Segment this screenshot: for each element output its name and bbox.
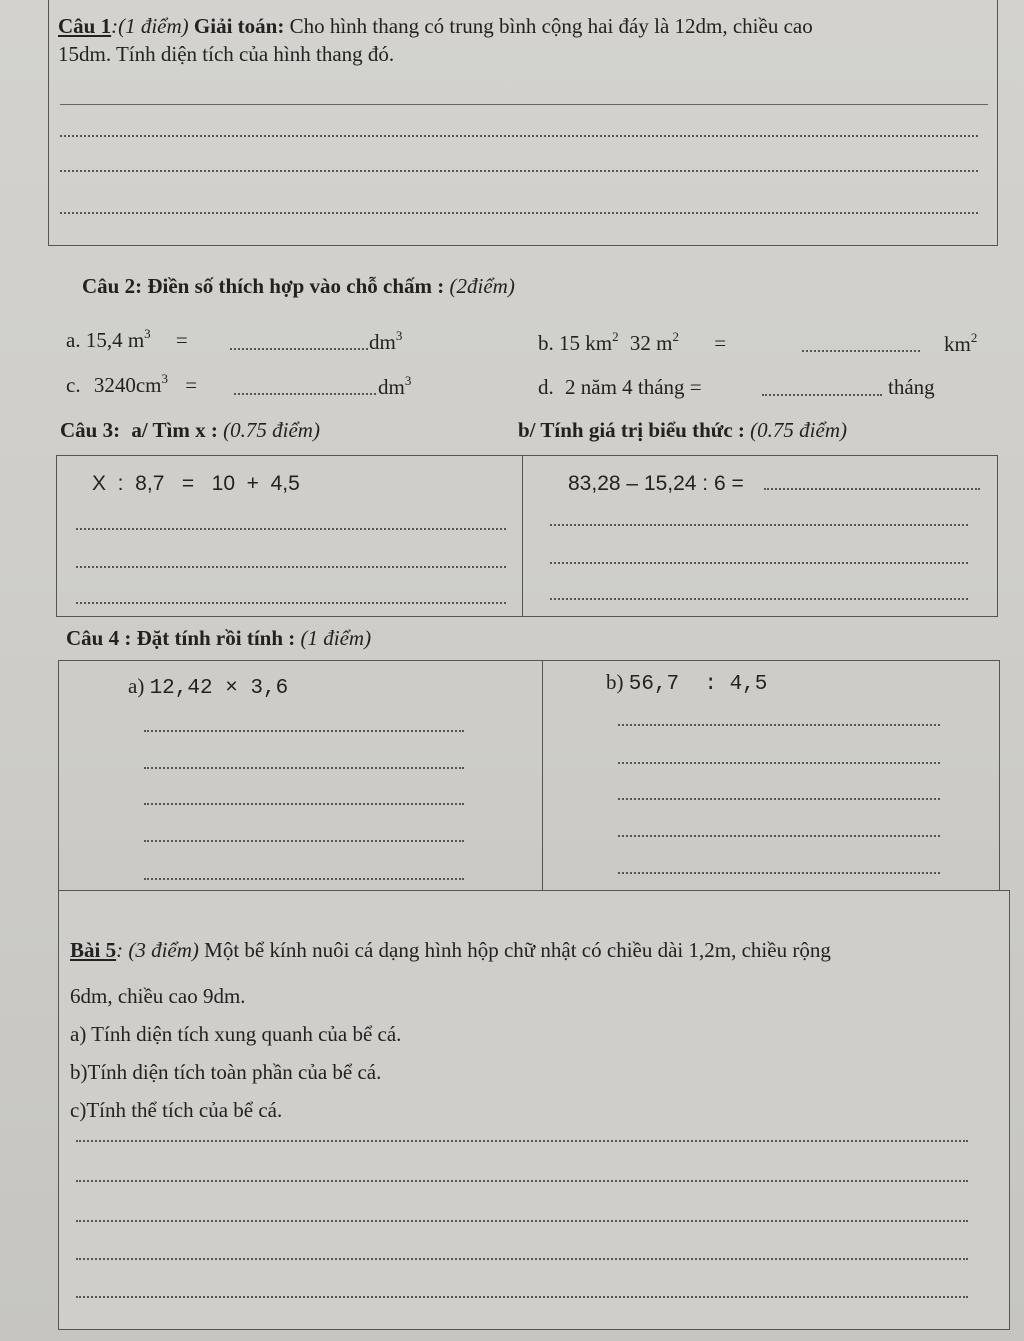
q5-text-line1: Một bể kính nuôi cá dạng hình hộp chữ nhật có chiều dài 1,2m, chiều rộng (204, 938, 831, 962)
q2-b-eq: = (714, 331, 727, 355)
q2-b-unit-exp: 2 (970, 330, 978, 345)
q2-d-unit: tháng (888, 375, 935, 399)
q4-b-work-line[interactable] (618, 762, 940, 764)
q5-text-line2: 6dm, chiều cao 9dm. (70, 984, 246, 1008)
q1-points: :(1 điểm) (111, 14, 189, 38)
q2-d-blank[interactable] (762, 394, 882, 396)
q2-item-a (66, 328, 188, 353)
q2-b-unit: km (944, 332, 971, 356)
q2-c-unit-exp: 3 (404, 373, 412, 388)
q5-answer-line[interactable] (76, 1220, 968, 1222)
q2-c-value: 3240cm (93, 373, 162, 397)
q4-b-work-line[interactable] (618, 835, 940, 837)
q2-b-value2: 32 m (629, 331, 673, 355)
q3-part-b: b/ Tính giá trị biểu thức : (518, 418, 745, 442)
q5-heading (70, 938, 831, 963)
q1-answer-line[interactable] (60, 170, 978, 172)
q2-b-exp1: 2 (612, 329, 619, 344)
q4-points: (1 điểm) (300, 626, 372, 650)
q2-points: (2điểm) (449, 274, 515, 298)
q4-heading (66, 626, 371, 651)
q2-a-eq: = (175, 328, 188, 352)
q5-points: : (3 điểm) (116, 938, 199, 962)
q2-a-label: a. (66, 328, 81, 352)
q2-b-unit-wrap (944, 332, 977, 357)
q5-answer-line[interactable] (76, 1140, 968, 1142)
q4-table-divider (542, 660, 543, 894)
q4-a-work-line[interactable] (144, 840, 464, 842)
q1-answer-line[interactable] (60, 212, 978, 214)
q2-c-exp: 3 (161, 371, 168, 386)
q2-a-exp: 3 (144, 326, 151, 341)
q2-title: Câu 2: Điền số thích hợp vào chỗ chấm : (82, 274, 445, 298)
q3-a-work-line[interactable] (76, 528, 506, 530)
q4-title: Câu 4 : Đặt tính rồi tính : (66, 626, 296, 650)
q1-answer-line[interactable] (60, 104, 988, 105)
q3-heading-b (518, 418, 847, 443)
q4-a-work-line[interactable] (144, 878, 464, 880)
q2-b-label: b. (538, 331, 554, 355)
q3-part-b-points: (0.75 điểm) (750, 418, 847, 442)
q2-b-exp2: 2 (672, 329, 679, 344)
q5-item-b: b)Tính diện tích toàn phần của bể cá. (70, 1060, 382, 1084)
q2-a-unit: dm (369, 330, 396, 354)
q4-b-label: b) (606, 670, 624, 694)
q2-b-blank[interactable] (802, 350, 920, 352)
q3-heading-a (60, 418, 320, 443)
q3-a-work-line[interactable] (76, 602, 506, 604)
q2-c-blank[interactable] (234, 393, 376, 395)
q3-part-a: a/ Tìm x : (131, 418, 218, 442)
q2-item-d (538, 375, 702, 400)
q2-d-value: 2 năm 4 tháng = (565, 375, 702, 399)
q3-b-work-line[interactable] (550, 598, 968, 600)
q5-answer-line[interactable] (76, 1296, 968, 1298)
q5-label: Bài 5 (70, 938, 117, 962)
q4-a-work-line[interactable] (144, 803, 464, 805)
q5-item-c: c)Tính thể tích của bể cá. (70, 1098, 283, 1122)
q3-b-work-line[interactable] (550, 524, 968, 526)
q4-b-work-line[interactable] (618, 724, 940, 726)
q4-a-label: a) (128, 674, 145, 698)
q3-label: Câu 3: (60, 418, 121, 442)
q3-a-work-line[interactable] (76, 566, 506, 568)
q3-part-a-points: (0.75 điểm) (223, 418, 320, 442)
q4-b-work-line[interactable] (618, 872, 940, 874)
q5-item-a: a) Tính diện tích xung quanh của bể cá. (70, 1022, 402, 1046)
q4-a-expr: 12,42 × 3,6 (149, 677, 289, 700)
q2-c-eq: = (185, 373, 198, 397)
q1-text-line1: Cho hình thang có trung bình cộng hai đáy là 12dm, chiều cao (289, 14, 813, 38)
q2-c-label: c. (66, 373, 81, 397)
q3-equation-a: X : 8,7 = 10 + 4,5 (92, 472, 300, 495)
q2-c-unit: dm (378, 375, 405, 399)
q1-answer-line[interactable] (60, 135, 978, 137)
q4-b-expr: 56,7 : 4,5 (628, 673, 768, 696)
q4-part-a (128, 674, 288, 700)
q4-a-work-line[interactable] (144, 767, 464, 769)
q2-a-unit-wrap (369, 330, 402, 355)
q2-item-c (66, 373, 197, 398)
q2-d-label: d. (538, 375, 554, 399)
q5-answer-line[interactable] (76, 1180, 968, 1182)
q1-heading (58, 14, 813, 39)
q1-text-line2: 15dm. Tính diện tích của hình thang đó. (58, 42, 395, 66)
q3-table-divider (522, 455, 523, 617)
q4-part-b (606, 670, 767, 696)
q3-b-blank[interactable] (764, 488, 980, 490)
q1-type: Giải toán: (193, 14, 285, 38)
q2-b-value1: 15 km (559, 331, 613, 355)
q4-a-work-line[interactable] (144, 730, 464, 732)
q2-heading (82, 274, 515, 299)
q3-expression-b: 83,28 – 15,24 : 6 = (568, 472, 744, 495)
q5-answer-line[interactable] (76, 1258, 968, 1260)
q2-a-unit-exp: 3 (395, 328, 403, 343)
q4-b-work-line[interactable] (618, 798, 940, 800)
q2-c-unit-wrap (378, 375, 411, 400)
q3-b-work-line[interactable] (550, 562, 968, 564)
q2-a-blank[interactable] (230, 348, 368, 350)
q2-a-value: 15,4 m (85, 328, 145, 352)
q2-item-b (538, 331, 726, 356)
q1-label: Câu 1 (58, 14, 112, 38)
